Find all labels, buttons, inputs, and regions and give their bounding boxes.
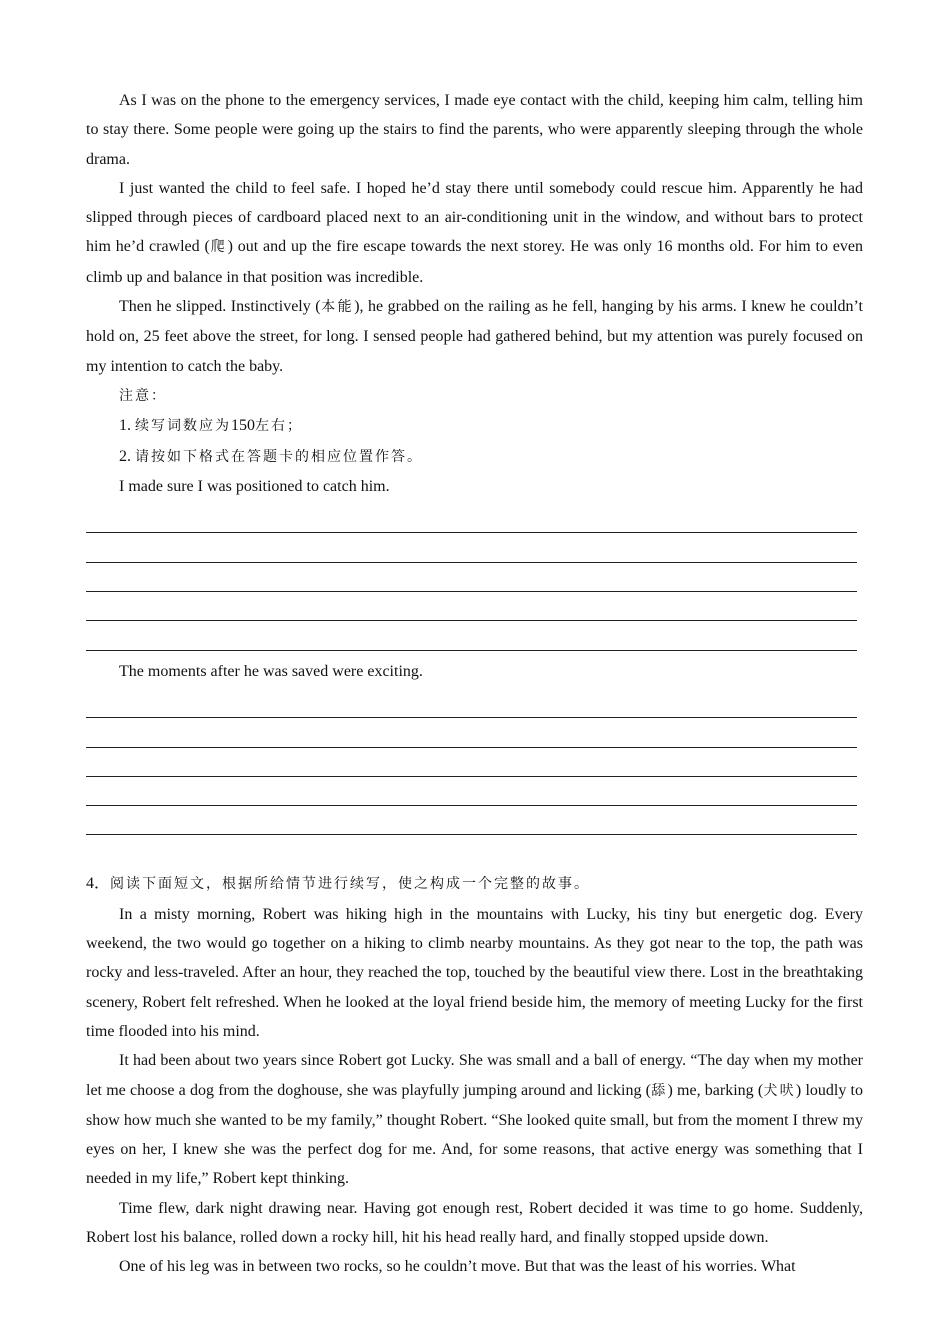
note-number: 1. [119, 417, 131, 435]
paragraph-text: Then he slipped. Instinctively ( [119, 298, 321, 316]
story-paragraph-3 [86, 292, 863, 381]
chinese-gloss: 舔 [651, 1082, 668, 1099]
continuation-prompt-2: The moments after he was saved were exciting. [119, 662, 423, 680]
paragraph-text: I just wanted the child to feel safe. I hoped he’d stay there until somebody could rescue him. Apparently he had slipped through pieces of cardboard placed next to an air-conditioning unit in the window, and without bars to protect him he’d crawled ( [86, 179, 863, 256]
answer-line[interactable] [86, 533, 857, 562]
q4-paragraph-4: One of his leg was in between two rocks, so he couldn’t move. But that was the least of his worries. What [119, 1258, 796, 1276]
question-instruction: 阅读下面短文，根据所给情节进行续写，使之构成一个完整的故事。 [110, 876, 591, 893]
note-item-2 [86, 442, 863, 472]
note-text: 续写词数应为 [135, 418, 231, 435]
q4-paragraph-1: In a misty morning, Robert was hiking high in the mountains with Lucky, his tiny but energetic dog. Every weekend, the two would go together on a hiking to climb nearby mountains. As they got near to the top, the path was rocky and less-traveled. After an hour, they reached the top, touched by the beautiful view there. Lost in the breathtaking scenery, Robert felt refreshed. When he looked at the loyal friend beside him, the memory of meeting Lucky for the first time flooded into his mind. [86, 905, 863, 1040]
chinese-gloss: 爬 [209, 239, 228, 256]
chinese-gloss: 犬吠 [763, 1082, 796, 1099]
note-title-text: 注意： [119, 387, 167, 404]
paragraph-text: ), he grabbed on the railing as he fell, hanging by his arms. I knew he couldn’t hold on, 25 feet above the street, for long. I sensed people had gathered behind, but my attention was purely focused on my intention to catch the baby. [86, 298, 864, 375]
story-paragraph-2 [86, 174, 863, 292]
answer-line[interactable] [86, 777, 857, 806]
answer-line[interactable] [86, 563, 857, 592]
question-number: 4． [86, 875, 111, 893]
note-item-1 [86, 411, 863, 441]
note-number: 2. [119, 447, 131, 465]
q4-paragraph-3: Time flew, dark night drawing near. Having got enough rest, Robert decided it was time to go home. Suddenly, Robert lost his balance, rolled down a rocky hill, hit his head really hard, and finally stopped upside down. [86, 1199, 863, 1246]
paragraph-text: It had been about two years since Robert got Lucky. She was small and a ball of energy. “The day when my mother let me choose a dog from the doghouse, she was playfully jumping around and licking ( [86, 1052, 863, 1099]
paragraph-text: ) out and up the fire escape towards the next storey. He was only 16 months old. For him to even climb up and balance in that position was incredible. [86, 238, 864, 286]
question-4-heading [86, 869, 863, 899]
note-text: 左右； [255, 418, 303, 435]
note-text: 请按如下格式在答题卡的相应位置作答。 [135, 448, 423, 465]
q4-paragraph-2 [86, 1046, 863, 1193]
story-paragraph-1: As I was on the phone to the emergency services, I made eye contact with the child, keeping him calm, telling him to stay there. Some people were going up the stairs to find the parents, who were apparently sleeping through the whole drama. [86, 92, 863, 168]
answer-lines-1[interactable] [86, 504, 857, 650]
answer-line[interactable] [86, 504, 857, 533]
document-page [86, 86, 863, 1282]
answer-line[interactable] [86, 621, 857, 650]
answer-line[interactable] [86, 592, 857, 621]
answer-line[interactable] [86, 689, 857, 718]
answer-line[interactable] [86, 718, 857, 747]
section-gap [86, 835, 863, 869]
note-title [86, 381, 863, 411]
answer-lines-2[interactable] [86, 689, 857, 835]
answer-line[interactable] [86, 806, 857, 835]
chinese-gloss: 本能 [320, 299, 355, 316]
paragraph-text: ) loudly to show how much she wanted to be my family,” thought Robert. “She looked quite small, but from the moment I threw my eyes on her, I knew she was the perfect dog for me. And, for some reasons, that active energy was something that I needed in my life,” Robert kept thinking. [86, 1081, 864, 1188]
answer-line[interactable] [86, 748, 857, 777]
continuation-prompt-1: I made sure I was positioned to catch him. [119, 477, 390, 495]
word-count: 150 [231, 417, 255, 435]
paragraph-text: ) me, barking ( [667, 1081, 764, 1099]
